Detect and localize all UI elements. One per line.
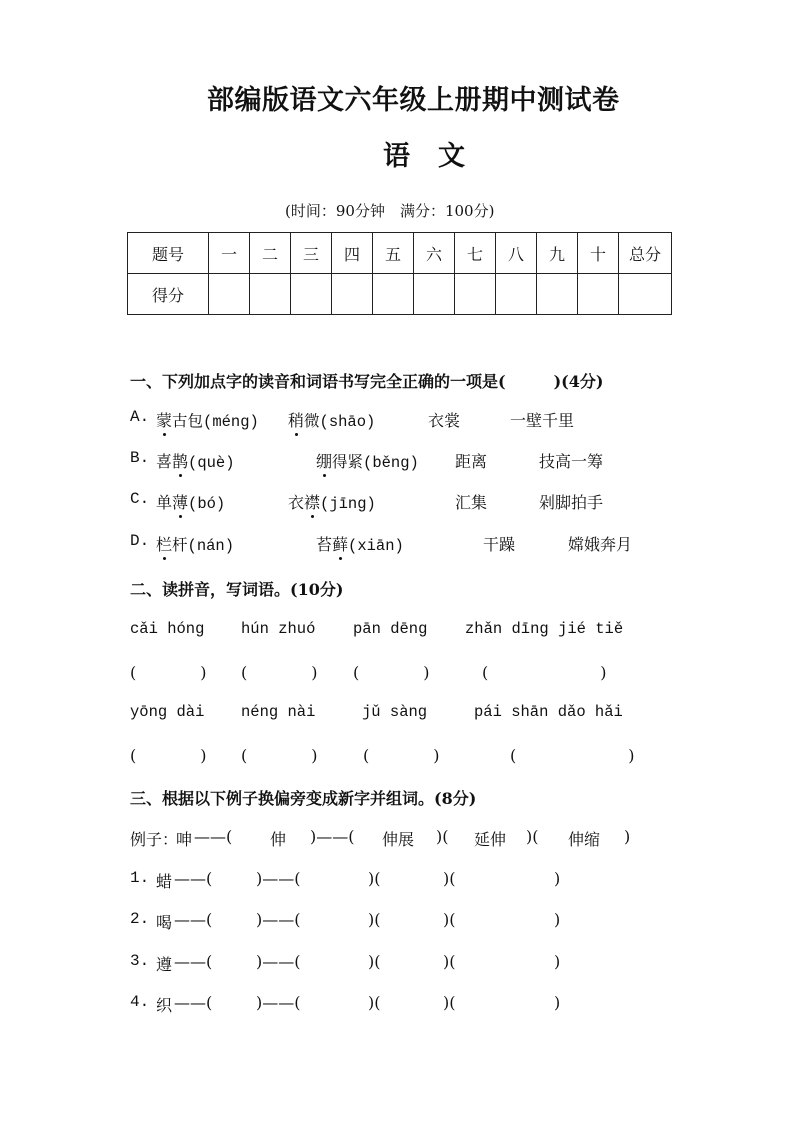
bracket: )( [436, 827, 449, 846]
word-part: 单 [156, 493, 173, 512]
dash: ——( [174, 869, 213, 888]
score-cell[interactable] [537, 274, 578, 315]
dotted-char: 薄 [172, 490, 188, 513]
example-word: 伸缩 [568, 830, 601, 849]
item-number: 1. [130, 869, 150, 887]
pinyin-word: pān dēng [353, 620, 428, 638]
score-table [127, 232, 672, 315]
dotted-char: 稍 [288, 408, 304, 431]
word-part: 杆(nán) [172, 537, 235, 555]
option-word-2 [316, 449, 419, 472]
example-char: 呻 [176, 830, 193, 849]
option-word-1 [156, 449, 235, 472]
dash: )——( [310, 827, 355, 846]
option-word-4: 嫦娥奔月 [568, 535, 633, 554]
item-char: 蜡 [156, 872, 173, 891]
total-score-cell[interactable] [619, 274, 672, 315]
option-word-3: 汇集 [455, 493, 488, 512]
dash: )——( [256, 952, 301, 971]
option-letter: D. [130, 532, 150, 550]
question-col-1: 一 [209, 233, 250, 274]
score-cell[interactable] [578, 274, 619, 315]
option-word-4: 技高一筹 [539, 452, 604, 471]
score-cell[interactable] [250, 274, 291, 315]
word-blank[interactable]: ) [554, 993, 561, 1012]
score-table-score-row [128, 274, 672, 315]
word-part: 微(shāo) [304, 413, 376, 431]
option-letter: B. [130, 449, 150, 467]
answer-blank[interactable]: ( ) [130, 663, 207, 682]
question-number-label: 题号 [128, 233, 209, 274]
item-number: 2. [130, 910, 150, 928]
dash: )——( [256, 869, 301, 888]
word-part: 衣 [288, 493, 305, 512]
score-cell[interactable] [414, 274, 455, 315]
word-part: (què) [188, 454, 235, 472]
question-col-2: 二 [250, 233, 291, 274]
word-blank[interactable]: ) [554, 869, 561, 888]
q3-heading: 三、根据以下例子换偏旁变成新字并组词。(8分) [130, 789, 477, 808]
pinyin-word: yōng dài [130, 703, 205, 721]
dotted-char: 绷 [316, 449, 332, 472]
question-col-3: 三 [291, 233, 332, 274]
answer-blank[interactable]: ( ) [130, 746, 207, 765]
option-word-4: 剁脚拍手 [539, 493, 604, 512]
q2-heading: 二、读拼音，写词语。(10分) [130, 580, 344, 599]
option-word-3: 距离 [455, 452, 488, 471]
option-word-2 [288, 408, 375, 431]
example-word: 延伸 [474, 830, 507, 849]
word-blank[interactable]: ) [554, 952, 561, 971]
option-word-2 [316, 532, 404, 555]
score-cell[interactable] [332, 274, 373, 315]
question-col-4: 四 [332, 233, 373, 274]
word-part: (jīng) [320, 495, 376, 513]
answer-blank[interactable]: ( ) [363, 746, 440, 765]
question-col-7: 七 [455, 233, 496, 274]
dotted-char: 襟 [304, 490, 320, 513]
option-letter: C. [130, 490, 150, 508]
word-blank[interactable]: )( [443, 952, 456, 971]
dash: ——( [174, 910, 213, 929]
word-blank[interactable]: ) [554, 910, 561, 929]
option-word-2 [288, 490, 376, 513]
bracket: ) [624, 827, 631, 846]
dotted-char: 鹊 [172, 449, 188, 472]
q1-heading: 一、下列加点字的读音和词语书写完全正确的一项是( )(4分) [130, 372, 604, 391]
new-char-blank[interactable] [217, 993, 249, 1016]
option-word-3: 干躁 [483, 535, 516, 554]
option-word-1 [156, 490, 225, 513]
item-char: 织 [156, 996, 173, 1015]
word-blank[interactable]: )( [368, 993, 381, 1012]
dash: )——( [256, 910, 301, 929]
item-char: 喝 [156, 913, 173, 932]
question-col-9: 九 [537, 233, 578, 274]
word-blank[interactable]: )( [443, 910, 456, 929]
dotted-char: 栏 [156, 532, 172, 555]
total-score-label: 总分 [619, 233, 672, 274]
score-cell[interactable] [455, 274, 496, 315]
option-word-1 [156, 532, 234, 555]
dash: ——( [194, 827, 233, 846]
word-blank[interactable]: )( [368, 952, 381, 971]
pinyin-word: jǔ sàng [362, 703, 428, 721]
option-word-1 [156, 408, 259, 431]
word-part: 古包(méng) [172, 413, 259, 431]
answer-blank-long[interactable]: ( ) [510, 746, 635, 765]
question-col-5: 五 [373, 233, 414, 274]
dash: ——( [174, 952, 213, 971]
subject-title: 语文 [383, 141, 493, 172]
pinyin-word: néng nài [241, 703, 316, 721]
pinyin-word: hún zhuó [241, 620, 316, 638]
answer-blank-long[interactable]: ( ) [482, 663, 607, 682]
dotted-char: 蒙 [156, 408, 172, 431]
answer-blank[interactable]: ( ) [353, 663, 430, 682]
example-label: 例子： [130, 830, 179, 849]
word-blank[interactable]: )( [443, 993, 456, 1012]
pinyin-word: pái shān dǎo hǎi [474, 703, 623, 721]
pinyin-word: zhǎn dīng jié tiě [465, 620, 624, 638]
dotted-char: 藓 [332, 532, 348, 555]
bracket: )( [526, 827, 539, 846]
score-cell[interactable] [496, 274, 537, 315]
new-char-blank[interactable] [217, 869, 249, 892]
time-score-info: (时间：90分钟 满分：100分) [285, 202, 495, 220]
word-part: 苔 [316, 535, 333, 554]
answer-blank[interactable]: ( ) [241, 663, 318, 682]
score-row-label: 得分 [128, 274, 209, 315]
option-word-3: 衣裳 [428, 411, 461, 430]
word-part: 喜 [156, 452, 173, 471]
word-part: (bó) [188, 495, 226, 513]
exam-title: 部编版语文六年级上册期中测试卷 [207, 85, 620, 116]
item-char: 遵 [156, 955, 173, 974]
option-word-4: 一壁千里 [510, 411, 575, 430]
item-number: 3. [130, 952, 150, 970]
word-part: 得紧(běng) [332, 454, 419, 472]
score-cell[interactable] [291, 274, 332, 315]
example-word: 伸展 [382, 830, 415, 849]
score-cell[interactable] [209, 274, 250, 315]
question-col-10: 十 [578, 233, 619, 274]
item-number: 4. [130, 993, 150, 1011]
dash: )——( [256, 993, 301, 1012]
new-char-blank[interactable] [217, 952, 249, 975]
new-char-blank[interactable] [217, 910, 249, 933]
word-part: (xiān) [348, 537, 404, 555]
dash: ——( [174, 993, 213, 1012]
word-blank[interactable]: )( [368, 910, 381, 929]
word-blank[interactable]: )( [368, 869, 381, 888]
score-cell[interactable] [373, 274, 414, 315]
score-table-header-row [128, 233, 672, 274]
pinyin-word: cǎi hóng [130, 620, 205, 638]
answer-blank[interactable]: ( ) [241, 746, 318, 765]
word-blank[interactable]: )( [443, 869, 456, 888]
example-new-char: 伸 [270, 830, 287, 849]
question-col-6: 六 [414, 233, 455, 274]
question-col-8: 八 [496, 233, 537, 274]
option-letter: A. [130, 408, 150, 426]
